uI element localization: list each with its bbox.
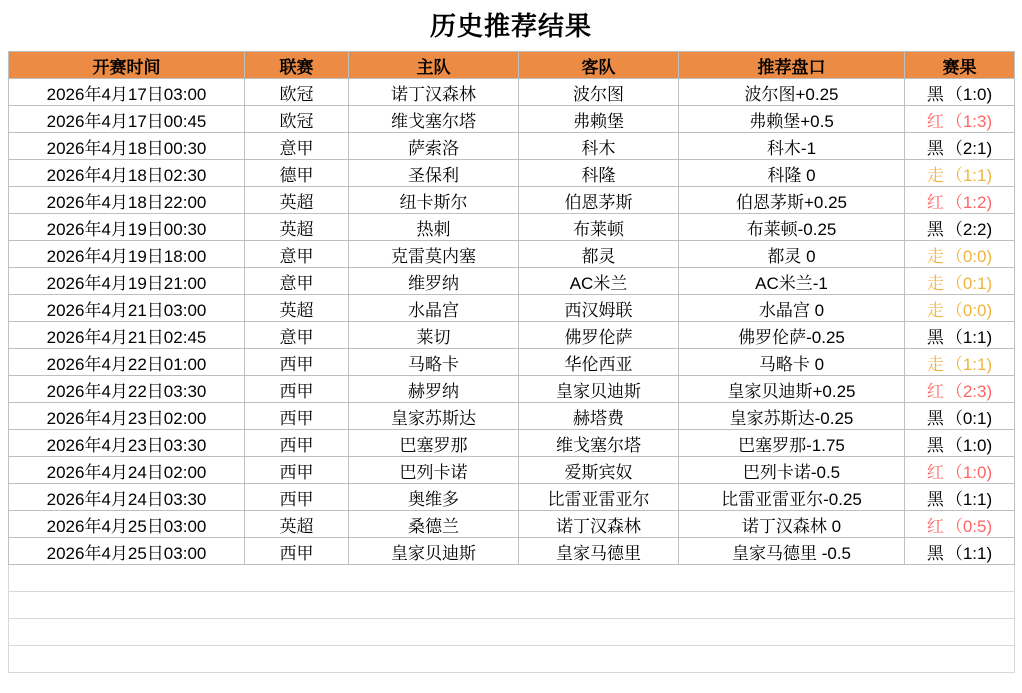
result-score: （0:0) <box>945 246 993 266</box>
empty-cell <box>519 592 679 619</box>
result-label: 红 <box>926 192 944 212</box>
result-label: 走 <box>926 300 944 320</box>
cell-home-team: 水晶宫 <box>349 295 519 322</box>
cell-away-team: 伯恩茅斯 <box>519 187 679 214</box>
result-score: （0:0) <box>945 300 993 320</box>
empty-cell <box>245 619 349 646</box>
cell-home-team: 巴塞罗那 <box>349 430 519 457</box>
cell-result <box>905 484 1015 511</box>
cell-time: 2026年4月24日03:30 <box>9 484 245 511</box>
cell-pick: 水晶宫 0 <box>679 295 905 322</box>
result-score: （1:2) <box>945 192 993 212</box>
cell-result <box>905 376 1015 403</box>
empty-cell <box>679 646 905 673</box>
empty-cell <box>519 646 679 673</box>
empty-cell <box>9 592 245 619</box>
cell-pick: 巴列卡诺-0.5 <box>679 457 905 484</box>
cell-home-team: 赫罗纳 <box>349 376 519 403</box>
cell-time: 2026年4月18日02:30 <box>9 160 245 187</box>
empty-cell <box>349 646 519 673</box>
empty-row <box>9 592 1015 619</box>
cell-home-team: 圣保利 <box>349 160 519 187</box>
empty-cell <box>519 565 679 592</box>
cell-league: 西甲 <box>245 484 349 511</box>
cell-away-team: 科木 <box>519 133 679 160</box>
cell-pick: 皇家贝迪斯+0.25 <box>679 376 905 403</box>
cell-away-team: 比雷亚雷亚尔 <box>519 484 679 511</box>
table-row <box>9 376 1015 403</box>
empty-cell <box>9 565 245 592</box>
empty-cell <box>905 619 1015 646</box>
cell-league: 英超 <box>245 511 349 538</box>
cell-home-team: 萨索洛 <box>349 133 519 160</box>
cell-time: 2026年4月18日22:00 <box>9 187 245 214</box>
result-score: （0:5) <box>945 516 993 536</box>
result-score: （1:1) <box>945 354 993 374</box>
cell-league: 德甲 <box>245 160 349 187</box>
cell-pick: 都灵 0 <box>679 241 905 268</box>
cell-home-team: 克雷莫内塞 <box>349 241 519 268</box>
cell-away-team: 维戈塞尔塔 <box>519 430 679 457</box>
cell-away-team: 都灵 <box>519 241 679 268</box>
empty-cell <box>905 646 1015 673</box>
result-label: 黑 <box>926 327 944 347</box>
cell-result <box>905 430 1015 457</box>
cell-time: 2026年4月25日03:00 <box>9 511 245 538</box>
cell-time: 2026年4月21日02:45 <box>9 322 245 349</box>
empty-cell <box>679 619 905 646</box>
table-row <box>9 241 1015 268</box>
result-score: （1:1) <box>945 543 993 563</box>
cell-result <box>905 187 1015 214</box>
cell-time: 2026年4月17日00:45 <box>9 106 245 133</box>
cell-time: 2026年4月24日02:00 <box>9 457 245 484</box>
cell-home-team: 巴列卡诺 <box>349 457 519 484</box>
empty-row <box>9 646 1015 673</box>
table-row <box>9 538 1015 565</box>
cell-away-team: 布莱顿 <box>519 214 679 241</box>
cell-away-team: 赫塔费 <box>519 403 679 430</box>
result-label: 黑 <box>926 84 944 104</box>
table-row <box>9 484 1015 511</box>
cell-away-team: 西汉姆联 <box>519 295 679 322</box>
cell-home-team: 诺丁汉森林 <box>349 79 519 106</box>
table-row <box>9 295 1015 322</box>
cell-pick: 皇家苏斯达-0.25 <box>679 403 905 430</box>
cell-result <box>905 322 1015 349</box>
result-score: （1:1) <box>945 327 993 347</box>
table-row <box>9 214 1015 241</box>
cell-result <box>905 295 1015 322</box>
cell-result <box>905 79 1015 106</box>
result-label: 黑 <box>926 138 944 158</box>
cell-time: 2026年4月18日00:30 <box>9 133 245 160</box>
empty-cell <box>9 646 245 673</box>
cell-pick: 佛罗伦萨-0.25 <box>679 322 905 349</box>
result-score: （1:1) <box>945 165 993 185</box>
cell-pick: 皇家马德里 -0.5 <box>679 538 905 565</box>
table-row <box>9 322 1015 349</box>
result-score: （1:0) <box>945 462 993 482</box>
cell-league: 西甲 <box>245 538 349 565</box>
cell-league: 西甲 <box>245 430 349 457</box>
result-score: （1:0) <box>945 84 993 104</box>
result-label: 黑 <box>926 408 944 428</box>
cell-home-team: 纽卡斯尔 <box>349 187 519 214</box>
result-label: 黑 <box>926 489 944 509</box>
cell-league: 欧冠 <box>245 79 349 106</box>
table-row <box>9 79 1015 106</box>
cell-away-team: 佛罗伦萨 <box>519 322 679 349</box>
cell-home-team: 维罗纳 <box>349 268 519 295</box>
cell-time: 2026年4月19日21:00 <box>9 268 245 295</box>
cell-result <box>905 241 1015 268</box>
cell-time: 2026年4月21日03:00 <box>9 295 245 322</box>
table-row <box>9 133 1015 160</box>
cell-home-team: 马略卡 <box>349 349 519 376</box>
column-header-result: 赛果 <box>905 52 1015 79</box>
empty-cell <box>349 619 519 646</box>
cell-home-team: 维戈塞尔塔 <box>349 106 519 133</box>
cell-league: 英超 <box>245 187 349 214</box>
cell-pick: 伯恩茅斯+0.25 <box>679 187 905 214</box>
cell-home-team: 莱切 <box>349 322 519 349</box>
empty-cell <box>679 592 905 619</box>
column-header-away-team: 客队 <box>519 52 679 79</box>
cell-away-team: 波尔图 <box>519 79 679 106</box>
table-row <box>9 106 1015 133</box>
empty-cell <box>245 592 349 619</box>
cell-time: 2026年4月19日18:00 <box>9 241 245 268</box>
cell-pick: 波尔图+0.25 <box>679 79 905 106</box>
result-label: 黑 <box>926 435 944 455</box>
column-header-league: 联赛 <box>245 52 349 79</box>
result-score: （0:1) <box>945 408 993 428</box>
result-label: 走 <box>926 165 944 185</box>
cell-away-team: 皇家贝迪斯 <box>519 376 679 403</box>
result-score: （2:2) <box>945 219 993 239</box>
cell-home-team: 桑德兰 <box>349 511 519 538</box>
empty-cell <box>679 565 905 592</box>
cell-pick: 科木-1 <box>679 133 905 160</box>
table-row <box>9 430 1015 457</box>
cell-time: 2026年4月19日00:30 <box>9 214 245 241</box>
cell-away-team: 皇家马德里 <box>519 538 679 565</box>
cell-result <box>905 403 1015 430</box>
cell-pick: 弗赖堡+0.5 <box>679 106 905 133</box>
table-row <box>9 457 1015 484</box>
result-label: 红 <box>926 516 944 536</box>
result-label: 走 <box>926 273 944 293</box>
cell-result <box>905 268 1015 295</box>
history-results-table <box>8 51 1015 673</box>
result-score: （1:0) <box>945 435 993 455</box>
cell-time: 2026年4月22日03:30 <box>9 376 245 403</box>
cell-result <box>905 457 1015 484</box>
cell-pick: 马略卡 0 <box>679 349 905 376</box>
cell-pick: AC米兰-1 <box>679 268 905 295</box>
cell-result <box>905 133 1015 160</box>
cell-time: 2026年4月23日03:30 <box>9 430 245 457</box>
cell-result <box>905 511 1015 538</box>
cell-home-team: 皇家苏斯达 <box>349 403 519 430</box>
cell-league: 西甲 <box>245 376 349 403</box>
result-label: 走 <box>926 354 944 374</box>
cell-pick: 比雷亚雷亚尔-0.25 <box>679 484 905 511</box>
empty-cell <box>519 619 679 646</box>
empty-row <box>9 619 1015 646</box>
table-row <box>9 349 1015 376</box>
cell-away-team: 诺丁汉森林 <box>519 511 679 538</box>
cell-league: 意甲 <box>245 268 349 295</box>
empty-row <box>9 565 1015 592</box>
empty-cell <box>245 646 349 673</box>
result-score: （0:1) <box>945 273 993 293</box>
table-row <box>9 511 1015 538</box>
cell-away-team: 弗赖堡 <box>519 106 679 133</box>
result-score: （2:3) <box>945 381 993 401</box>
cell-time: 2026年4月17日03:00 <box>9 79 245 106</box>
cell-home-team: 奥维多 <box>349 484 519 511</box>
header-row <box>9 52 1015 79</box>
cell-league: 西甲 <box>245 457 349 484</box>
result-label: 黑 <box>926 219 944 239</box>
cell-away-team: 爱斯宾奴 <box>519 457 679 484</box>
empty-cell <box>905 565 1015 592</box>
cell-time: 2026年4月22日01:00 <box>9 349 245 376</box>
table-row <box>9 403 1015 430</box>
empty-cell <box>9 619 245 646</box>
result-label: 红 <box>926 462 944 482</box>
column-header-time: 开赛时间 <box>9 52 245 79</box>
cell-away-team: 华伦西亚 <box>519 349 679 376</box>
column-header-pick: 推荐盘口 <box>679 52 905 79</box>
result-label: 红 <box>926 381 944 401</box>
table-row <box>9 187 1015 214</box>
empty-cell <box>349 592 519 619</box>
cell-time: 2026年4月23日02:00 <box>9 403 245 430</box>
cell-time: 2026年4月25日03:00 <box>9 538 245 565</box>
cell-result <box>905 106 1015 133</box>
result-score: （1:1) <box>945 489 993 509</box>
cell-pick: 科隆 0 <box>679 160 905 187</box>
empty-cell <box>905 592 1015 619</box>
cell-league: 意甲 <box>245 241 349 268</box>
cell-league: 英超 <box>245 295 349 322</box>
cell-league: 欧冠 <box>245 106 349 133</box>
table-row <box>9 160 1015 187</box>
result-label: 红 <box>926 111 944 131</box>
result-label: 黑 <box>926 543 944 563</box>
empty-cell <box>349 565 519 592</box>
table-header <box>9 52 1015 79</box>
cell-league: 西甲 <box>245 349 349 376</box>
page-title: 历史推荐结果 <box>429 11 592 41</box>
cell-league: 英超 <box>245 214 349 241</box>
cell-away-team: 科隆 <box>519 160 679 187</box>
table-body <box>9 79 1015 673</box>
cell-result <box>905 160 1015 187</box>
result-score: （1:3) <box>945 111 993 131</box>
cell-home-team: 皇家贝迪斯 <box>349 538 519 565</box>
cell-pick: 诺丁汉森林 0 <box>679 511 905 538</box>
cell-league: 意甲 <box>245 322 349 349</box>
cell-home-team: 热刺 <box>349 214 519 241</box>
cell-pick: 巴塞罗那-1.75 <box>679 430 905 457</box>
cell-result <box>905 538 1015 565</box>
result-score: （2:1) <box>945 138 993 158</box>
cell-league: 意甲 <box>245 133 349 160</box>
cell-result <box>905 214 1015 241</box>
cell-pick: 布莱顿-0.25 <box>679 214 905 241</box>
column-header-home-team: 主队 <box>349 52 519 79</box>
cell-result <box>905 349 1015 376</box>
result-label: 走 <box>926 246 944 266</box>
table-row <box>9 268 1015 295</box>
cell-away-team: AC米兰 <box>519 268 679 295</box>
table-container <box>0 51 1022 673</box>
cell-league: 西甲 <box>245 403 349 430</box>
empty-cell <box>245 565 349 592</box>
